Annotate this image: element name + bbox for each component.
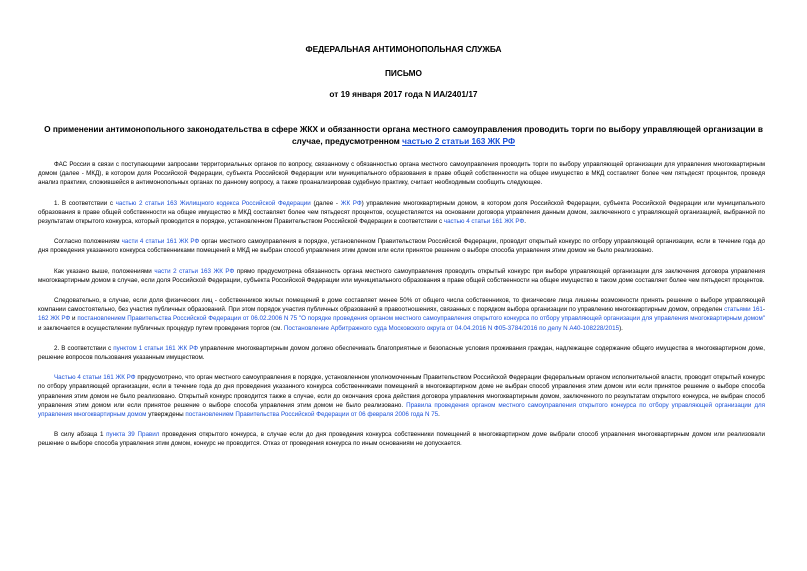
text-run: Согласно положениям: [54, 238, 122, 246]
paragraph-2: [38, 237, 765, 255]
org-name: ФЕДЕРАЛЬНАЯ АНТИМОНОПОЛЬНАЯ СЛУЖБА: [305, 44, 502, 54]
link-art161-part4[interactable]: частью 4 статьи 161 ЖК РФ: [443, 218, 525, 226]
text-run: -: [762, 306, 766, 314]
link-art161-item1[interactable]: пунктом 1 статьи 161 ЖК РФ: [113, 344, 199, 352]
link-rules[interactable]: Правила проведения органом местного самоуправления открытого конкурса по отбору управляющей организации для управления многоквартирным домом: [38, 401, 765, 419]
text-run: 2. В соответствии с: [54, 344, 114, 352]
link-art163-part2[interactable]: частью 2 статьи 163 Жилищного кодекса Российской Федерации: [115, 199, 311, 207]
text-run: Следовательно, в случае, если доля физических лиц - собственников жилых помещений в доме составляет менее 50% от общего числа собственников, то физические лица лишены возможности принять решение о выборе управляющей компании самостоятельно, без участия публичных образований. При этом порядок участия публичных образований в правоотношениях, связанных с порядком выбора организации по управлению многоквартирным домом, определен: [38, 297, 765, 314]
text-run: проведения открытого конкурса, в случае если до дня проведения конкурса собственники помещений в многоквартирном доме выбрали способ управления многоквартирным домом или реализовали решение о выборе способа управления этим домом, конкурс не проводится. Отказ от проведения конкурса по иным основаниям не допускается.: [38, 431, 765, 448]
paragraph-6: [38, 373, 765, 419]
text-run: 1. В соответствии с: [54, 199, 116, 207]
text-run: утверждены: [146, 411, 186, 419]
doc-type: ПИСЬМО: [384, 68, 423, 78]
link-decree-75[interactable]: постановлением Правительства Российской Федерации от 06.02.2006 N 75 "О порядке проведения органом местного самоуправления открытого конкурса по отбору управляющей организации для управления многоквартирным домом": [77, 315, 765, 323]
text-run: ).: [619, 324, 623, 332]
text-run: предусмотрено, что орган местного самоуправления в порядке, установленном уполномоченным Правительством Российской Федерации федеральным органом исполнительной власти, проводит открытый конкурс по отбору управляющей организации, если в течение года до дня проведения указанного конкурса собственниками помещений в многоквартирном доме не выбран способ управления этим домом или если принятое решение о выборе способа управления этим домом не было реализовано. Открытый конкурс проводится также в случае, если до окончания срока действия договора управления многоквартирным домом, заключенного по результатам открытого конкурса, не выбран способ управления этим домом или если принятое решение о выборе способа управления этим домом не было реализовано.: [38, 374, 765, 409]
text-run: и: [70, 315, 78, 323]
doc-date: от 19 января 2017 года N ИА/2401/17: [329, 89, 478, 99]
paragraph-5: [38, 344, 765, 362]
document-title: [42, 123, 765, 147]
link-decree-75-2006[interactable]: постановлением Правительства Российской Федерации от 06 февраля 2006 года N 75: [185, 411, 439, 419]
text-run: .: [438, 411, 440, 419]
text-run: (далее -: [310, 199, 341, 207]
text-run: ) управление многоквартирным домом, в котором доля Российской Федерации, субъекта Российской Федерации или муниципального образования в праве общей собственности на общее имущество в МКД составляет более чем пятьдесят процентов, осуществляется на основании договора управления данным домом, заключенного с управляющей организацией, выбранной по результатам открытого конкурса, который проводится в порядке, установленном Правительством Российской Федерации в соответствии с: [38, 199, 766, 226]
text-run: В силу абзаца 1: [54, 431, 107, 439]
paragraph-intro: ФАС России в связи с поступающими запросами территориальных органов по вопросу, связанному с обязанностью органа местного самоуправления проводить торги по выбору управляющей организации для управления многоквартирным домом (далее - МКД), в котором доля Российской Федерации, субъекта Российской Федерации или муниципального образования в праве общей собственности на общее имущество в МКД составляет более чем пятьдесят процентов, проведя анализ практики, сложившейся в антимонопольных органах по данному вопросу, а также проанализировав судебную практику, считает необходимым сообщить следующее.: [38, 161, 765, 187]
link-art161[interactable]: статьями 161: [724, 306, 763, 314]
paragraph-1: [38, 199, 765, 227]
text-run: и заключается в осуществлении публичных процедур путем проведения торгов (см.: [38, 324, 284, 332]
text-run: .: [524, 218, 526, 226]
link-art162[interactable]: 162 ЖК РФ: [38, 315, 71, 323]
text-run: управление многоквартирным домом должно обеспечивать благоприятные и безопасные условия проживания граждан, надлежащее содержание общего имущества в многоквартирном доме, решение вопросов пользования указанным имуществом.: [38, 344, 765, 362]
link-zhk-rf[interactable]: ЖК РФ: [340, 199, 362, 207]
paragraph-7: [38, 430, 765, 448]
paragraph-4: [38, 296, 765, 333]
link-rules-item39[interactable]: пункта 39 Правил: [106, 431, 160, 439]
title-link[interactable]: частью 2 статьи 163 ЖК РФ: [402, 136, 516, 146]
text-run: Как указано выше, положениями: [54, 267, 155, 275]
title-text: О применении антимонопольного законодательства в сфере ЖКХ и обязанности органа местного самоуправления проводить торги по выбору управляющей организации в случае, предусмотренном: [44, 124, 763, 146]
link-court-ruling[interactable]: Постановление Арбитражного суда Московского округа от 04.04.2016 N Ф05-3784/2016 по делу N А40-108228/2015: [283, 324, 620, 332]
text-run: орган местного самоуправления в порядке, установленном Правительством Российской Федерации, проводит открытый конкурс по отбору управляющей организации, если в течение года до дня проведения указанного конкурса собственниками помещений в МКД не выбран способ управления этим домом или если принятое решение о выборе способа управления этим домом не было реализовано.: [38, 238, 765, 255]
link-art161-part4[interactable]: части 4 статьи 161 ЖК РФ: [121, 238, 200, 246]
text-run: прямо предусмотрена обязанность органа местного самоуправления проводить открытый конкурс при выборе управляющей организации для заключения договора управления многоквартирным домом в случае, если доля Российской Федерации, субъекта Российской Федерации или муниципального образования в праве общей собственности на общее имущество в таком доме составляет более чем пятьдесят процентов.: [38, 267, 765, 284]
paragraph-3: [38, 267, 765, 285]
link-art163-part2[interactable]: части 2 статьи 163 ЖК РФ: [154, 267, 235, 275]
document-body: [38, 160, 765, 460]
link-art161-part4[interactable]: Частью 4 статьи 161 ЖК РФ: [54, 374, 136, 382]
